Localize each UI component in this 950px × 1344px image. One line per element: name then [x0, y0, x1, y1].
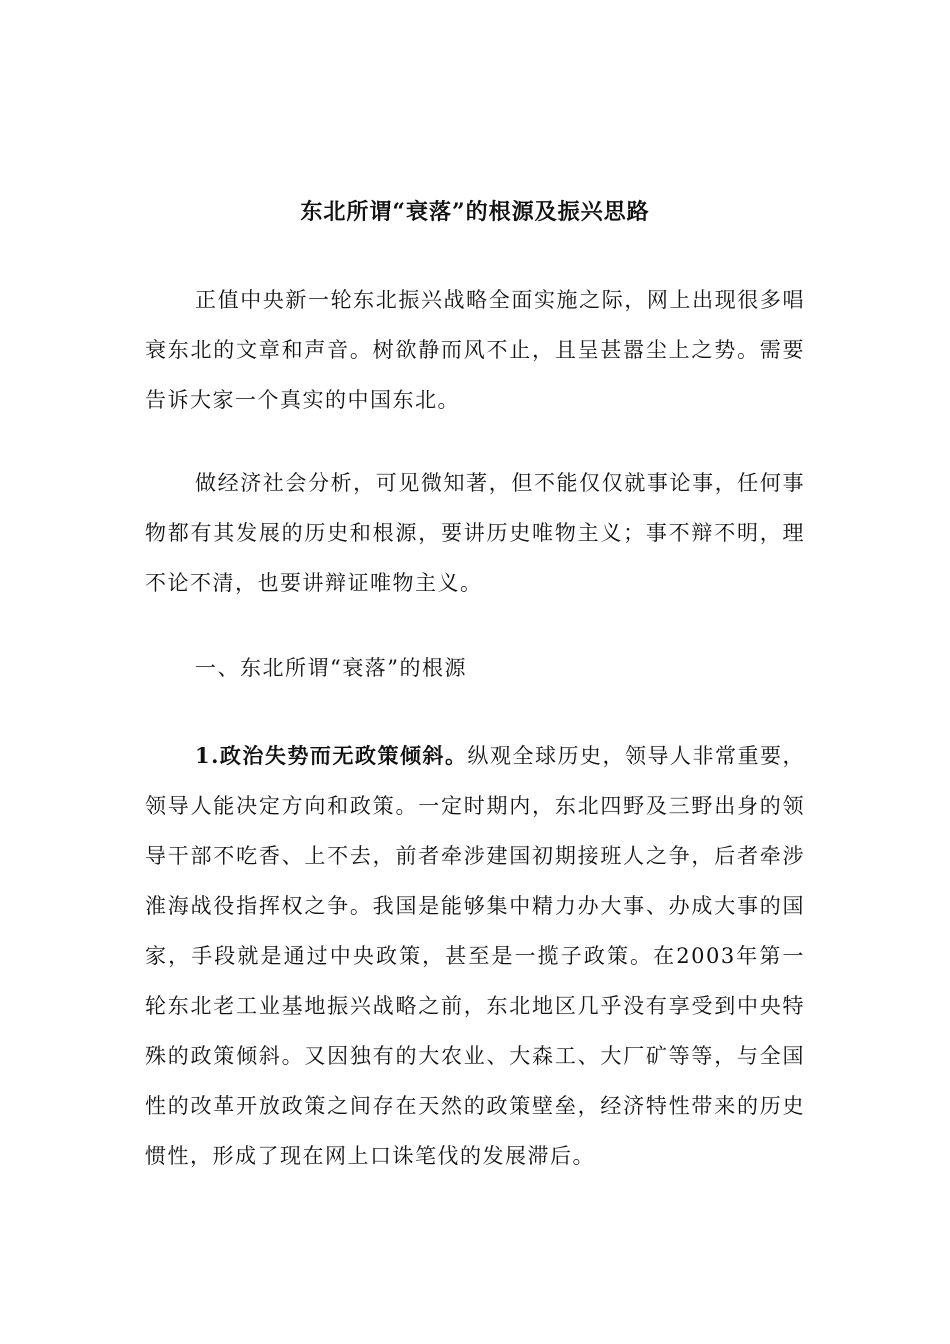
intro-paragraph: 正值中央新一轮东北振兴战略全面实施之际，网上出现很多唱衰东北的文章和声音。树欲静而风不止，且呈甚嚣尘上之势。需要告诉大家一个真实的中国东北。 — [145, 288, 805, 412]
analysis-paragraph: 做经济社会分析，可见微知著，但不能仅仅就事论事，任何事物都有其发展的历史和根源，要讲历史唯物主义；事不辩不明，理不论不清，也要讲辩证唯物主义。 — [145, 471, 805, 595]
point-1-lead: 1.政治失势而无政策倾斜。 — [195, 743, 468, 768]
section-heading: 一、东北所谓“衰落”的根源 — [195, 656, 467, 680]
point-1-paragraph — [145, 731, 805, 1181]
point-1-body: 纵观全球历史，领导人非常重要，领导人能决定方向和政策。一定时期内，东北四野及三野出身的领导干部不吃香、上不去，前者牵涉建国初期接班人之争，后者牵涉淮海战役指挥权之争。我国是能够集中精力办大事、办成大事的国家，手段就是通过中央政策，甚至是一揽子政策。在2003年第一轮东北老工业基地振兴战略之前，东北地区几乎没有享受到中央特殊的政策倾斜。又因独有的大农业、大森工、大厂矿等等，与全国性的改革开放政策之间存在天然的政策壁垒，经济特性带来的历史惯性，形成了现在网上口诛笔伐的发展滞后。 — [145, 744, 806, 1168]
document-title: 东北所谓“衰落”的根源及振兴思路 — [300, 199, 650, 225]
